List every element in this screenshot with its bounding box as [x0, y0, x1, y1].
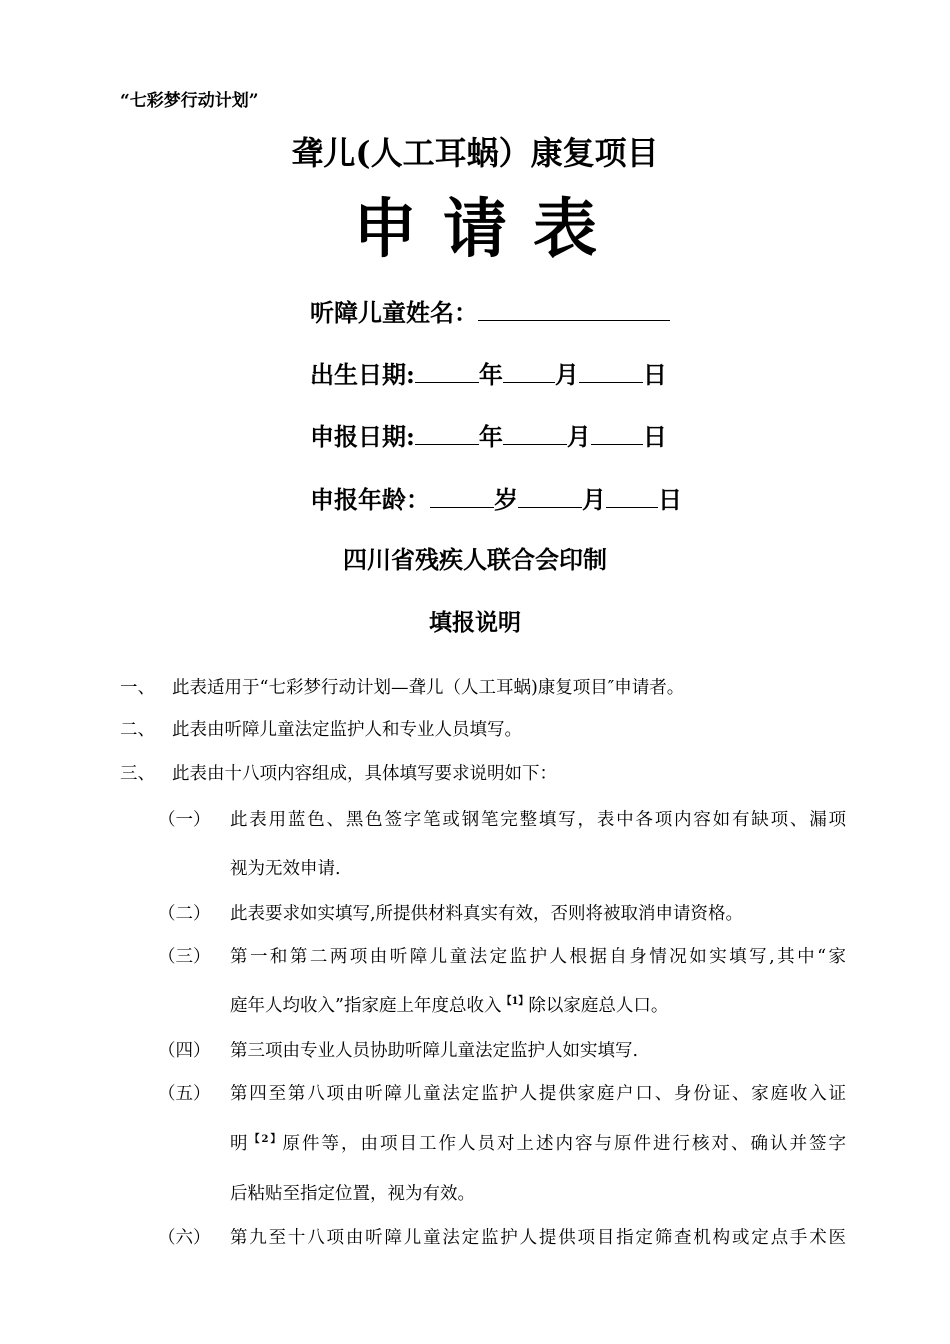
month-label: 月 — [566, 422, 591, 451]
birth-date-field — [310, 355, 667, 390]
child-name-blank[interactable] — [478, 300, 670, 321]
day-label: 日 — [642, 360, 667, 389]
subitem-number: （一） — [158, 810, 211, 830]
subitem-text — [230, 992, 846, 1017]
subitem-number: （三） — [158, 947, 211, 967]
birth-month-blank[interactable] — [503, 362, 555, 383]
subitem-text: 第九至十八项由听障儿童法定监护人提供项目指定筛查机构或定点手术医 — [230, 1228, 846, 1248]
program-name: “七彩梦行动计划” — [120, 91, 259, 111]
age-months-blank[interactable] — [518, 487, 582, 508]
age-days-blank[interactable] — [606, 487, 658, 508]
birth-year-blank[interactable] — [415, 362, 479, 383]
apply-age-field — [310, 480, 682, 515]
subitem-text: 此表用蓝色、黑色签字笔或钢笔完整填写，表中各项内容如有缺项、漏项 — [230, 810, 846, 830]
birth-date-label: 出生日期: — [310, 360, 415, 389]
age-years-label: 岁 — [494, 485, 518, 514]
apply-age-label: 申报年龄： — [310, 485, 430, 514]
subitem-text: 视为无效申请. — [230, 859, 341, 879]
year-label: 年 — [478, 422, 503, 451]
year-label: 年 — [478, 360, 503, 389]
subitem-number: （二） — [158, 904, 211, 924]
apply-month-blank[interactable] — [503, 424, 567, 445]
subitem-text-part: 除以家庭总人口。 — [528, 996, 669, 1016]
apply-year-blank[interactable] — [415, 424, 479, 445]
month-label: 月 — [582, 485, 606, 514]
project-title: 聋儿(人工耳蜗）康复项目 — [291, 134, 659, 172]
instructions-heading: 填报说明 — [429, 609, 521, 636]
item-number: 三、 — [120, 764, 155, 784]
footnote-ref-2: 【2】 — [249, 1134, 283, 1146]
subitem-text: 第一和第二两项由听障儿童法定监护人根据自身情况如实填写,其中“家 — [230, 947, 846, 967]
birth-day-blank[interactable] — [579, 362, 643, 383]
age-years-blank[interactable] — [430, 487, 494, 508]
subitem-number: （四） — [158, 1041, 211, 1061]
subitem-text-part: 明 — [230, 1134, 250, 1154]
subitem-number: （五） — [158, 1084, 211, 1104]
issuing-organization: 四川省残疾人联合会印制 — [343, 545, 607, 574]
item-text: 此表由十八项内容组成，具体填写要求说明如下： — [172, 764, 557, 784]
apply-date-label: 申报日期: — [310, 422, 415, 451]
item-text: 此表由听障儿童法定监护人和专业人员填写。 — [172, 720, 522, 740]
item-text: 此表适用于“七彩梦行动计划—聋儿（人工耳蜗)康复项目″申请者。 — [172, 678, 685, 698]
subitem-text: 第三项由专业人员协助听障儿童法定监护人如实填写. — [230, 1041, 639, 1061]
day-label: 日 — [658, 485, 682, 514]
subitem-text: 第四至第八项由听障儿童法定监护人提供家庭户口、身份证、家庭收入证 — [230, 1084, 846, 1104]
child-name-field — [310, 293, 670, 328]
subitem-text-part: 庭年人均收入”指家庭上年度总收入 — [230, 996, 502, 1016]
subitem-text: 后粘贴至指定位置，视为有效。 — [230, 1184, 475, 1204]
subitem-text — [230, 1130, 846, 1155]
child-name-label: 听障儿童姓名： — [310, 298, 478, 327]
subitem-text: 此表要求如实填写,所提供材料真实有效，否则将被取消申请资格。 — [230, 904, 744, 924]
subitem-text-part: 原件等，由项目工作人员对上述内容与原件进行核对、确认并签字 — [282, 1134, 847, 1154]
footnote-ref-1: 【1】 — [501, 996, 529, 1008]
item-number: 二、 — [120, 720, 155, 740]
item-number: 一、 — [120, 678, 155, 698]
apply-day-blank[interactable] — [591, 424, 643, 445]
subitem-number: （六） — [158, 1228, 211, 1248]
day-label: 日 — [642, 422, 667, 451]
month-label: 月 — [554, 360, 579, 389]
apply-date-field — [310, 417, 667, 452]
form-title: 申请表 — [353, 192, 623, 267]
